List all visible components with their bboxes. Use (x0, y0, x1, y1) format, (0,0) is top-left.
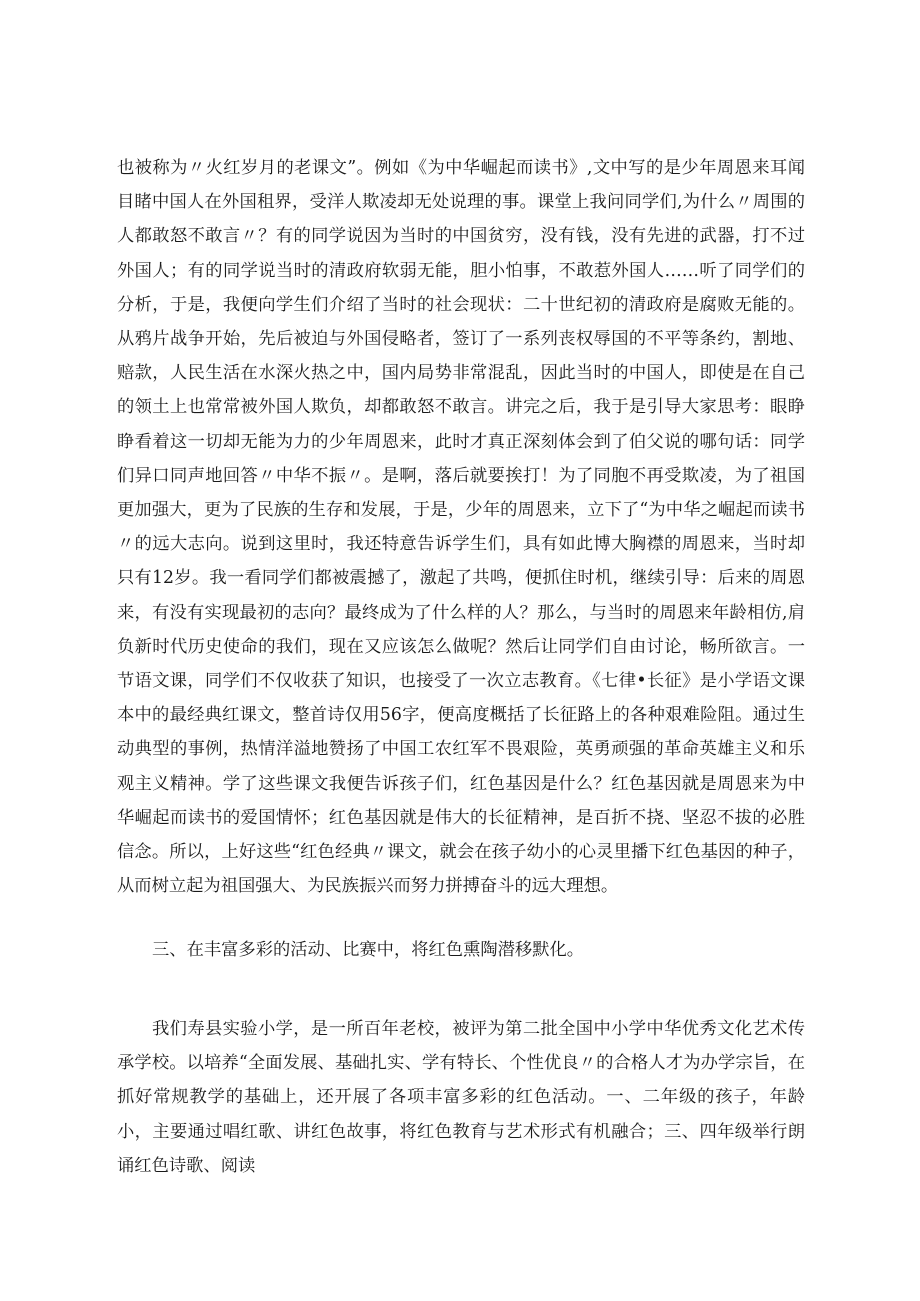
body-paragraph: 也被称为〃火红岁月的老课文”。例如《为中华崛起而读书》,文中写的是少年周恩来耳闻目睹中国人在外国租界，受洋人欺凌却无处说理的事。课堂上我问同学们,为什么〃周围的人都敢怒不敢言〃？有的同学说因为当时的中国贫穷，没有钱，没有先进的武器，打不过外国人；有的同学说当时的清政府软弱无能，胆小怕事，不敢惹外国人……听了同学们的分析，于是，我便向学生们介绍了当时的社会现状：二十世纪初的清政府是腐败无能的。从鸦片战争开始，先后被迫与外国侵略者，签订了一系列丧权辱国的不平等条约，割地、赔款，人民生活在水深火热之中，国内局势非常混乱，因此当时的中国人，即使是在自己的领土上也常常被外国人欺负，却都敢怒不敢言。讲完之后，我于是引导大家思考：眼睁睁看着这一切却无能为力的少年周恩来，此时才真正深刻体会到了伯父说的哪句话：同学们异口同声地回答〃中华不振〃。是啊，落后就要挨打！为了同胞不再受欺凌，为了祖国更加强大，更为了民族的生存和发展，于是，少年的周恩来，立下了“为中华之崛起而读书〃的远大志向。说到这里时，我还特意告诉学生们，具有如此博大胸襟的周恩来，当时却只有12岁。我一看同学们都被震撼了，激起了共鸣，便抓住时机，继续引导：后来的周恩来，有没有实现最初的志向？最终成为了什么样的人？那么，与当时的周恩来年龄相仿,肩负新时代历史使命的我们，现在又应该怎么做呢？然后让同学们自由讨论，畅所欲言。一节语文课，同学们不仅收获了知识，也接受了一次立志教育。《七律•长征》是小学语文课本中的最经典红课文，整首诗仅用56字，便高度概括了长征路上的各种艰难险阻。通过生动典型的事例，热情洋溢地赞扬了中国工农红军不畏艰险，英勇顽强的革命英雄主义和乐观主义精神。学了这些课文我便告诉孩子们，红色基因是什么？红色基因就是周恩来为中华崛起而读书的爱国情怀；红色基因就是伟大的长征精神，是百折不挠、坚忍不拔的必胜信念。所以，上好这些“红色经典〃课文，就会在孩子幼小的心灵里播下红色基因的种子，从而树立起为祖国强大、为民族振兴而努力拼搏奋斗的远大理想。 (117, 158, 805, 897)
body-paragraph: 我们寿县实验小学，是一所百年老校，被评为第二批全国中小学中华优秀文化艺术传承学校。以培养“全面发展、基础扎实、学有特长、个性优良〃的合格人才为办学宗旨，在抓好常规教学的基础上，还开展了各项丰富多彩的红色活动。一、二年级的孩子，年龄小，主要通过唱红歌、讲红色故事，将红色教育与艺术形式有机融合；三、四年级举行朗诵红色诗歌、阅读 (117, 1019, 805, 1176)
section-heading: 三、在丰富多彩的活动、比赛中，将红色熏陶潜移默化。 (152, 940, 585, 960)
